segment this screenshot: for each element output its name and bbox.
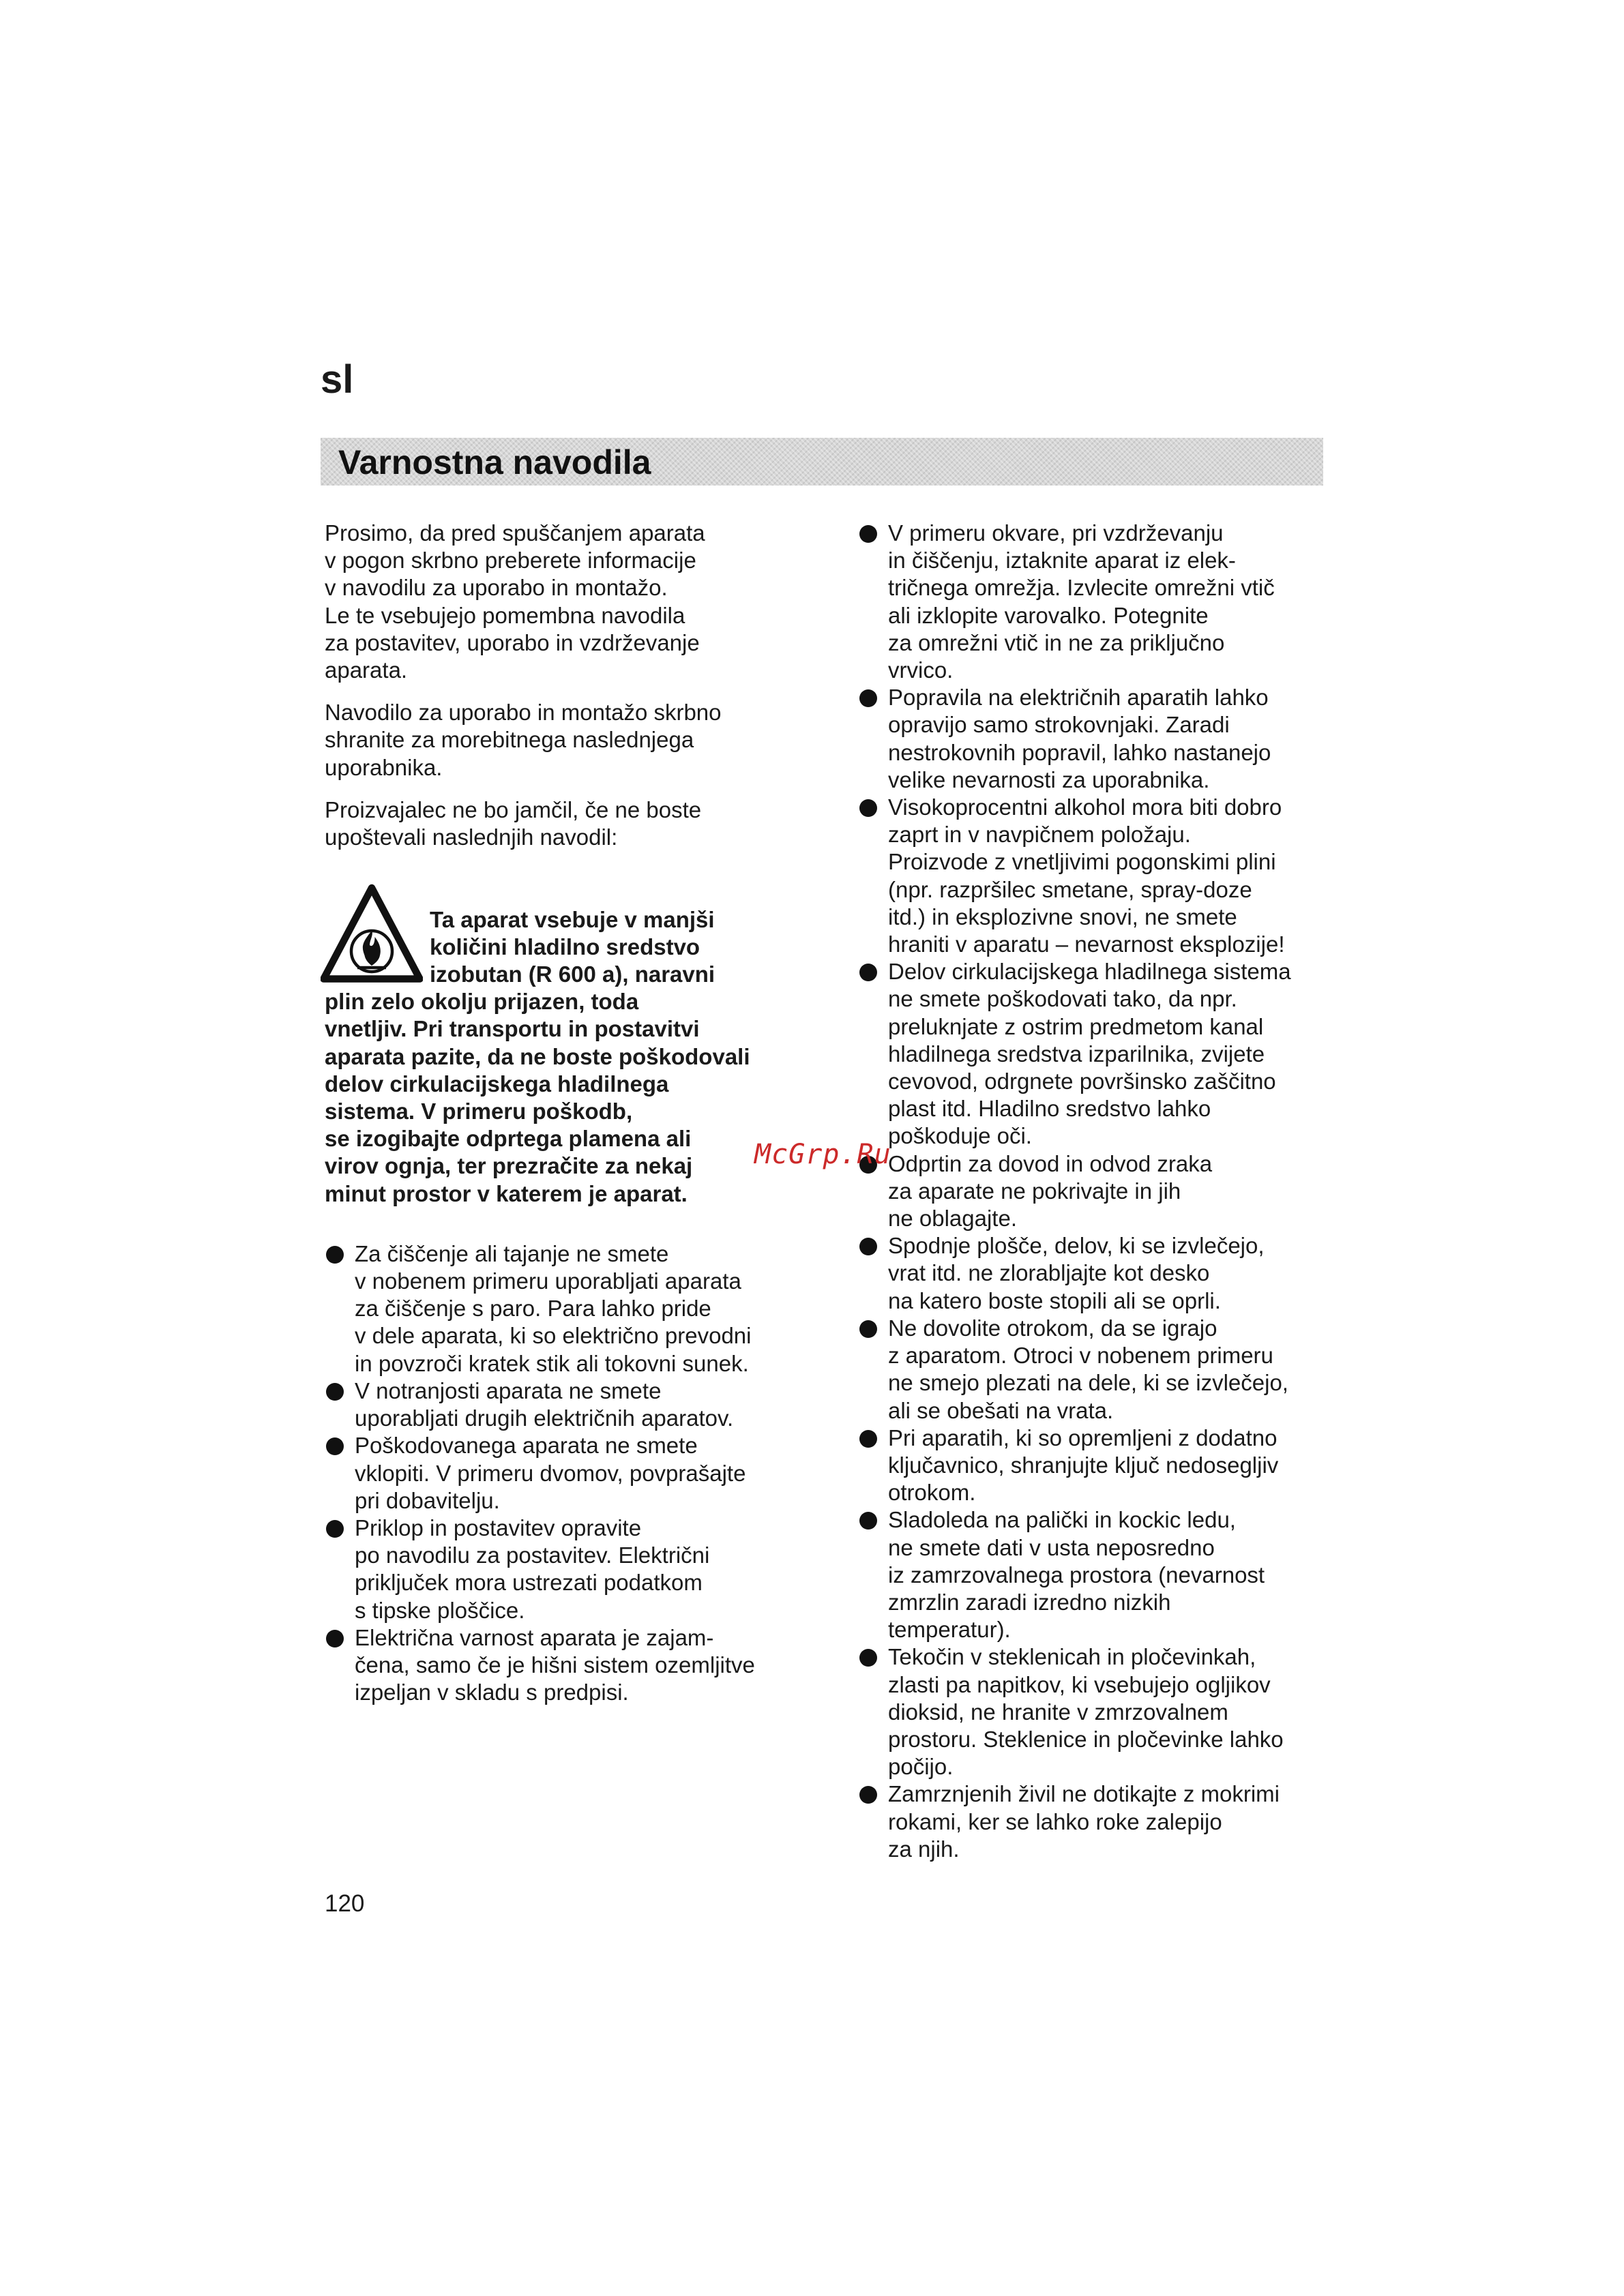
list-item xyxy=(858,1643,1335,1780)
list-item xyxy=(325,1377,802,1432)
flammable-warning-block xyxy=(325,851,802,1208)
bullet-icon xyxy=(859,1238,877,1255)
bullet-icon xyxy=(326,1383,344,1401)
list-item-text: Odprtin za dovod in odvod zraka za aparate ne pokrivajte in jih ne oblagajte. xyxy=(888,1150,1213,1232)
flammable-warning-icon xyxy=(321,884,423,986)
bullet-icon xyxy=(326,1630,344,1648)
watermark: McGrp.Ru xyxy=(754,1139,891,1170)
language-code: sl xyxy=(321,357,354,402)
list-item-text: Za čiščenje ali tajanje ne smete v nobenem primeru uporabljati aparata za čiščenje s paro. Para lahko pride v dele aparata, ki so električno prevodni in povzroči kratek stik ali tokovni sunek. xyxy=(355,1240,752,1376)
list-item xyxy=(325,1432,802,1515)
list-item-text: Spodnje plošče, delov, ki se izvlečejo, vrat itd. ne zlorabljajte kot desko na katero boste stopili ali se oprli. xyxy=(888,1233,1265,1313)
bullet-icon xyxy=(859,525,877,543)
list-item-text: V notranjosti aparata ne smete uporabljati drugih električnih aparatov. xyxy=(355,1377,734,1431)
list-item xyxy=(325,1515,802,1624)
list-item xyxy=(858,1780,1335,1863)
bullet-icon xyxy=(859,1512,877,1530)
list-item xyxy=(858,958,1335,1150)
list-item xyxy=(858,1315,1335,1425)
bullet-icon xyxy=(859,1430,877,1448)
bullet-icon xyxy=(859,964,877,981)
liability-paragraph: Proizvajalec ne bo jamčil, če ne boste upoštevali naslednjih navodil: xyxy=(325,796,702,850)
right-column xyxy=(858,520,1335,1863)
bullet-icon xyxy=(859,1786,877,1804)
list-item-text: Električna varnost aparata je zajam- čena, samo če je hišni sistem ozemljitve izpeljan v skladu s predpisi. xyxy=(355,1624,755,1705)
list-item xyxy=(858,520,1335,684)
list-item-text: Sladoleda na palički in kockic ledu, ne smete dati v usta neposredno iz zamrzovalnega prostora (nevarnost zmrzlin zaradi izredno nizkih temperatur). xyxy=(888,1507,1265,1643)
right-bullet-list xyxy=(858,520,1335,1863)
list-item xyxy=(858,1150,1335,1233)
section-title-bar xyxy=(321,438,1323,486)
bullet-icon xyxy=(326,1520,344,1538)
list-item xyxy=(858,1506,1335,1643)
list-item xyxy=(325,1624,802,1707)
left-column xyxy=(325,520,802,1706)
bullet-icon xyxy=(859,1320,877,1338)
list-item-text: Poškodovanega aparata ne smete vklopiti. V primeru dvomov, povprašajte pri dobavitelju. xyxy=(355,1433,746,1513)
list-item-text: Zamrznjenih živil ne dotikajte z mokrimi rokami, ker se lahko roke zalepijo za njih. xyxy=(888,1781,1280,1862)
section-title: Varnostna navodila xyxy=(338,443,651,481)
bullet-icon xyxy=(859,799,877,817)
list-item xyxy=(858,794,1335,958)
list-item xyxy=(858,684,1335,794)
storage-paragraph: Navodilo za uporabo in montažo skrbno shranite za morebitnega naslednjega uporabnika. xyxy=(325,700,722,780)
bullet-icon xyxy=(326,1437,344,1455)
list-item-text: Tekočin v steklenicah in pločevinkah, zlasti pa napitkov, ki vsebujejo ogljikov dioksid, ne hranite v zmrzovalnem prostoru. Steklenice in pločevinke lahko počijo. xyxy=(888,1644,1284,1780)
list-item-text: Priklop in postavitev opravite po navodilu za postavitev. Električni priključek mora ustrezati podatkom s tipske ploščice. xyxy=(355,1515,710,1623)
warning-text: Ta aparat vsebuje v manjši količini hladilno sredstvo izobutan (R 600 a), naravni plin zelo okolju prijazen, toda vnetljiv. Pri transportu in postavitvi aparata pazite, da ne boste poškodovali delov cirkulacijskega hladilnega sistema. V primeru poškodb, se izogibajte odprtega plamena ali virov ognja, ter prezračite za nekaj minut prostor v katerem je aparat. xyxy=(325,906,750,1206)
list-item xyxy=(858,1425,1335,1507)
list-item xyxy=(325,1240,802,1377)
list-item-text: V primeru okvare, pri vzdrževanju in čiščenju, iztaknite aparat iz elek- tričnega omrežja. Izvlecite omrežni vtič ali izklopite varovalko. Potegnite za omrežni vtič in ne za priključno vrvico. xyxy=(888,520,1275,683)
list-item-text: Delov cirkulacijskega hladilnega sistema ne smete poškodovati tako, da npr. preluknjate z ostrim predmetom kanal hladilnega sredstva izparilnika, zvijete cevovod, odrgnete površinsko zaščitno plast itd. Hladilno sredstvo lahko poškoduje oči. xyxy=(888,959,1291,1149)
list-item-text: Pri aparatih, ki so opremljeni z dodatno ključavnico, shranjujte ključ nedosegljiv otrokom. xyxy=(888,1425,1279,1506)
page-number: 120 xyxy=(325,1890,365,1917)
list-item-text: Visokoprocentni alkohol mora biti dobro zaprt in v navpičnem položaju. Proizvode z vnetljivimi pogonskimi plini (npr. razpršilec smetane, spray-doze itd.) in eksplozivne snovi, ne smete hraniti v aparatu – nevarnost eksplozije! xyxy=(888,794,1285,957)
list-item xyxy=(858,1232,1335,1315)
intro-paragraph: Prosimo, da pred spuščanjem aparata v pogon skrbno preberete informacije v navodilu za uporabo in montažo. Le te vsebujejo pomembna navodila za postavitev, uporabo in vzdrževanje aparata. xyxy=(325,520,705,683)
list-item-text: Ne dovolite otrokom, da se igrajo z aparatom. Otroci v nobenem primeru ne smejo plezati na dele, ki se izvlečejo, ali se obešati na vrata. xyxy=(888,1315,1288,1423)
left-bullet-list xyxy=(325,1240,802,1706)
bullet-icon xyxy=(859,689,877,707)
list-item-text: Popravila na električnih aparatih lahko opravijo samo strokovnjaki. Zaradi nestrokovnih popravil, lahko nastanejo velike nevarnosti za uporabnika. xyxy=(888,685,1271,792)
bullet-icon xyxy=(859,1649,877,1667)
bullet-icon xyxy=(326,1246,344,1264)
